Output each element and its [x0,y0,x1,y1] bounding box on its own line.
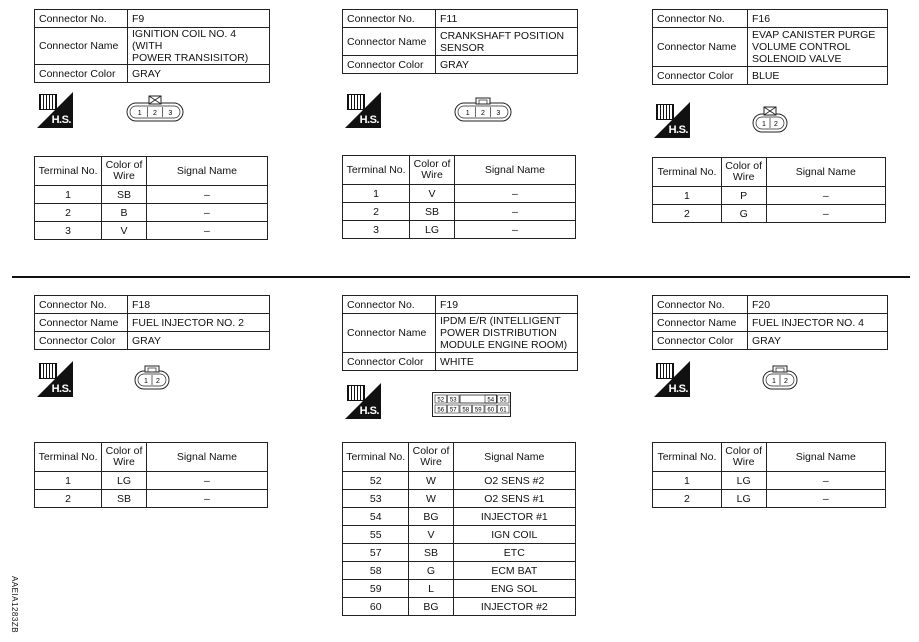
connector-name-label: Connector Name [343,314,436,353]
terminal-no-cell: 52 [343,472,409,490]
terminal-no-cell: 54 [343,508,409,526]
connector-no-label: Connector No. [653,296,748,314]
connector-name-label: Connector Name [343,28,436,56]
signal-name-cell: ECM BAT [453,562,575,580]
connector-face-diagram [752,106,788,134]
terminal-no-header: Terminal No. [343,443,409,472]
connector-color-value: GRAY [128,65,270,83]
hs-label: H.S. [668,383,688,395]
terminal-no-cell: 58 [343,562,409,580]
color-of-wire-header: Color of Wire [409,443,453,472]
pin-number: 2 [481,110,485,117]
section-divider [12,276,910,278]
wire-color-cell: SB [410,203,455,221]
latch [476,98,490,104]
harness-side-icon [345,383,381,419]
pin-number: 1 [465,110,470,117]
connector-color-label: Connector Color [343,353,436,371]
harness-side-icon [37,92,73,128]
wire-color-cell: LG [102,472,147,490]
signal-name-cell: ETC [453,544,575,562]
terminal-table [34,156,268,240]
connector-name-value: FUEL INJECTOR NO. 2 [128,314,270,332]
table-row [343,490,576,508]
connector-color-label: Connector Color [35,332,128,350]
signal-name-cell: – [146,204,267,222]
table-row [35,186,268,204]
table-row [35,472,268,490]
pin-number: 2 [784,378,788,385]
connector-face-diagram [432,392,512,418]
terminal-no-cell: 2 [343,203,410,221]
connector-name-value: FUEL INJECTOR NO. 4 [748,314,888,332]
wire-color-cell: L [409,580,453,598]
wire-color-cell: P [721,187,766,205]
signal-name-cell: INJECTOR #1 [453,508,575,526]
signal-name-cell: – [766,472,885,490]
signal-name-header: Signal Name [766,158,885,187]
wire-color-cell: G [409,562,453,580]
connector-color-label: Connector Color [35,65,128,83]
figure-id: AAEIA1283ZB [10,575,20,634]
pin-number: 52 [437,397,445,404]
color-of-wire-header: Color of Wire [721,443,766,472]
signal-name-header: Signal Name [766,443,885,472]
pin-number: 61 [499,407,507,414]
connector-no-label: Connector No. [653,10,748,28]
table-row [343,526,576,544]
latch [773,366,787,372]
terminal-no-cell: 2 [35,204,102,222]
connector-info-table [34,9,270,83]
terminal-no-cell: 3 [343,221,410,239]
pin-number: 3 [496,110,501,117]
harness-side-icon [345,92,381,128]
wire-color-cell: SB [409,544,453,562]
pin-number: 57 [449,407,457,414]
pin-number: 60 [487,407,495,414]
signal-name-cell: – [766,187,885,205]
wire-color-cell: BG [409,598,453,616]
connector-color-value: GRAY [436,56,578,74]
table-row [343,472,576,490]
terminal-no-cell: 2 [35,490,102,508]
pin-number: 2 [153,110,157,117]
connector-name-value: IGNITION COIL NO. 4 (WITH POWER TRANSISITOR) [128,28,270,65]
wire-color-cell: LG [721,472,766,490]
signal-name-cell: – [766,205,885,223]
terminal-table [342,155,576,239]
terminal-no-header: Terminal No. [653,443,722,472]
table-row [343,185,576,203]
terminal-table [652,157,886,223]
connector-no-label: Connector No. [35,10,128,28]
connector-name-label: Connector Name [35,314,128,332]
hs-label: H.S. [51,114,71,126]
color-of-wire-header: Color of Wire [102,443,147,472]
pin-number: 1 [144,378,148,385]
hs-label: H.S. [51,383,71,395]
table-row [653,490,886,508]
terminal-no-header: Terminal No. [653,158,722,187]
color-of-wire-header: Color of Wire [102,157,147,186]
connector-face-diagram [126,95,184,123]
connector-info-table [652,295,888,350]
terminal-no-cell: 1 [653,472,722,490]
signal-name-cell: – [454,203,575,221]
terminal-table [34,442,268,508]
terminal-no-cell: 1 [653,187,722,205]
pin-number: 59 [474,407,482,414]
wire-color-cell: SB [102,490,147,508]
terminal-no-cell: 55 [343,526,409,544]
wire-color-cell: LG [410,221,455,239]
table-row [35,204,268,222]
signal-name-header: Signal Name [146,443,267,472]
connector-info-table [34,295,270,350]
pin-number: 2 [156,378,160,385]
terminal-no-header: Terminal No. [35,443,102,472]
latch [145,366,159,372]
pin-number: 1 [762,121,766,128]
terminal-table [652,442,886,508]
connector-info-table [342,9,578,74]
signal-name-cell: IGN COIL [453,526,575,544]
pin-number: 55 [499,397,507,404]
harness-side-icon [654,102,690,138]
connector-color-value: GRAY [128,332,270,350]
terminal-no-cell: 57 [343,544,409,562]
table-row [653,187,886,205]
table-row [653,472,886,490]
table-row [35,490,268,508]
connector-face-diagram [762,363,798,391]
wire-color-cell: W [409,472,453,490]
connector-color-label: Connector Color [653,332,748,350]
wire-color-cell: W [409,490,453,508]
signal-name-cell: INJECTOR #2 [453,598,575,616]
hs-label: H.S. [668,124,688,136]
terminal-no-cell: 53 [343,490,409,508]
plug-icon [39,94,57,110]
plug-icon [656,104,674,120]
hs-label: H.S. [359,114,379,126]
wire-color-cell: G [721,205,766,223]
pin-number: 1 [137,110,142,117]
connector-name-label: Connector Name [653,314,748,332]
signal-name-cell: – [146,472,267,490]
pin-number: 53 [449,397,457,404]
table-row [343,544,576,562]
table-row [343,203,576,221]
terminal-no-cell: 60 [343,598,409,616]
connector-name-value: IPDM E/R (INTELLIGENT POWER DISTRIBUTION MODULE ENGINE ROOM) [436,314,578,353]
wire-color-cell: SB [102,186,147,204]
connector-color-value: BLUE [748,67,888,85]
terminal-no-cell: 3 [35,222,102,240]
signal-name-header: Signal Name [454,156,575,185]
signal-name-header: Signal Name [453,443,575,472]
connector-name-value: CRANKSHAFT POSITION SENSOR [436,28,578,56]
connector-no-value: F19 [436,296,578,314]
pin-number: 2 [774,121,778,128]
connector-no-label: Connector No. [343,10,436,28]
wire-color-cell: B [102,204,147,222]
connector-no-value: F9 [128,10,270,28]
connector-info-table [652,9,888,85]
plug-icon [39,363,57,379]
signal-name-cell: ENG SOL [453,580,575,598]
plug-icon [656,363,674,379]
table-row [653,205,886,223]
table-row [343,598,576,616]
pin-number: 1 [772,378,776,385]
table-row [343,221,576,239]
table-row [343,508,576,526]
connector-no-label: Connector No. [343,296,436,314]
terminal-no-cell: 1 [35,472,102,490]
terminal-no-cell: 1 [35,186,102,204]
wire-color-cell: LG [721,490,766,508]
terminal-no-cell: 1 [343,185,410,203]
terminal-no-cell: 59 [343,580,409,598]
plug-icon [347,385,365,401]
connector-color-value: WHITE [436,353,578,371]
wire-color-cell: BG [409,508,453,526]
color-of-wire-header: Color of Wire [721,158,766,187]
terminal-no-cell: 2 [653,205,722,223]
connector-no-value: F20 [748,296,888,314]
signal-name-cell: – [146,490,267,508]
pin-number: 3 [168,110,173,117]
terminal-table [342,442,576,616]
harness-side-icon [37,361,73,397]
connector-info-table [342,295,578,371]
connector-name-label: Connector Name [653,28,748,67]
pin-number: 58 [462,407,470,414]
wire-color-cell: V [410,185,455,203]
table-row [343,580,576,598]
table-row [343,562,576,580]
signal-name-cell: O2 SENS #2 [453,472,575,490]
signal-name-cell: – [454,185,575,203]
signal-name-header: Signal Name [146,157,267,186]
harness-side-icon [654,361,690,397]
wire-color-cell: V [102,222,147,240]
signal-name-cell: – [146,222,267,240]
terminal-no-cell: 2 [653,490,722,508]
color-of-wire-header: Color of Wire [410,156,455,185]
connector-no-value: F16 [748,10,888,28]
pin-number: 54 [487,397,495,404]
connector-no-value: F11 [436,10,578,28]
connector-color-value: GRAY [748,332,888,350]
connector-color-label: Connector Color [653,67,748,85]
signal-name-cell: – [146,186,267,204]
wire-color-cell: V [409,526,453,544]
connector-no-label: Connector No. [35,296,128,314]
connector-no-value: F18 [128,296,270,314]
connector-face-diagram [134,363,170,391]
connector-name-value: EVAP CANISTER PURGE VOLUME CONTROL SOLENOID VALVE [748,28,888,67]
table-row [35,222,268,240]
signal-name-cell: – [766,490,885,508]
terminal-no-header: Terminal No. [35,157,102,186]
connector-face-diagram [454,95,512,123]
signal-name-cell: – [454,221,575,239]
connector-color-label: Connector Color [343,56,436,74]
plug-icon [347,94,365,110]
pin-number: 56 [437,407,445,414]
terminal-no-header: Terminal No. [343,156,410,185]
connector-name-label: Connector Name [35,28,128,65]
hs-label: H.S. [359,405,379,417]
signal-name-cell: O2 SENS #1 [453,490,575,508]
